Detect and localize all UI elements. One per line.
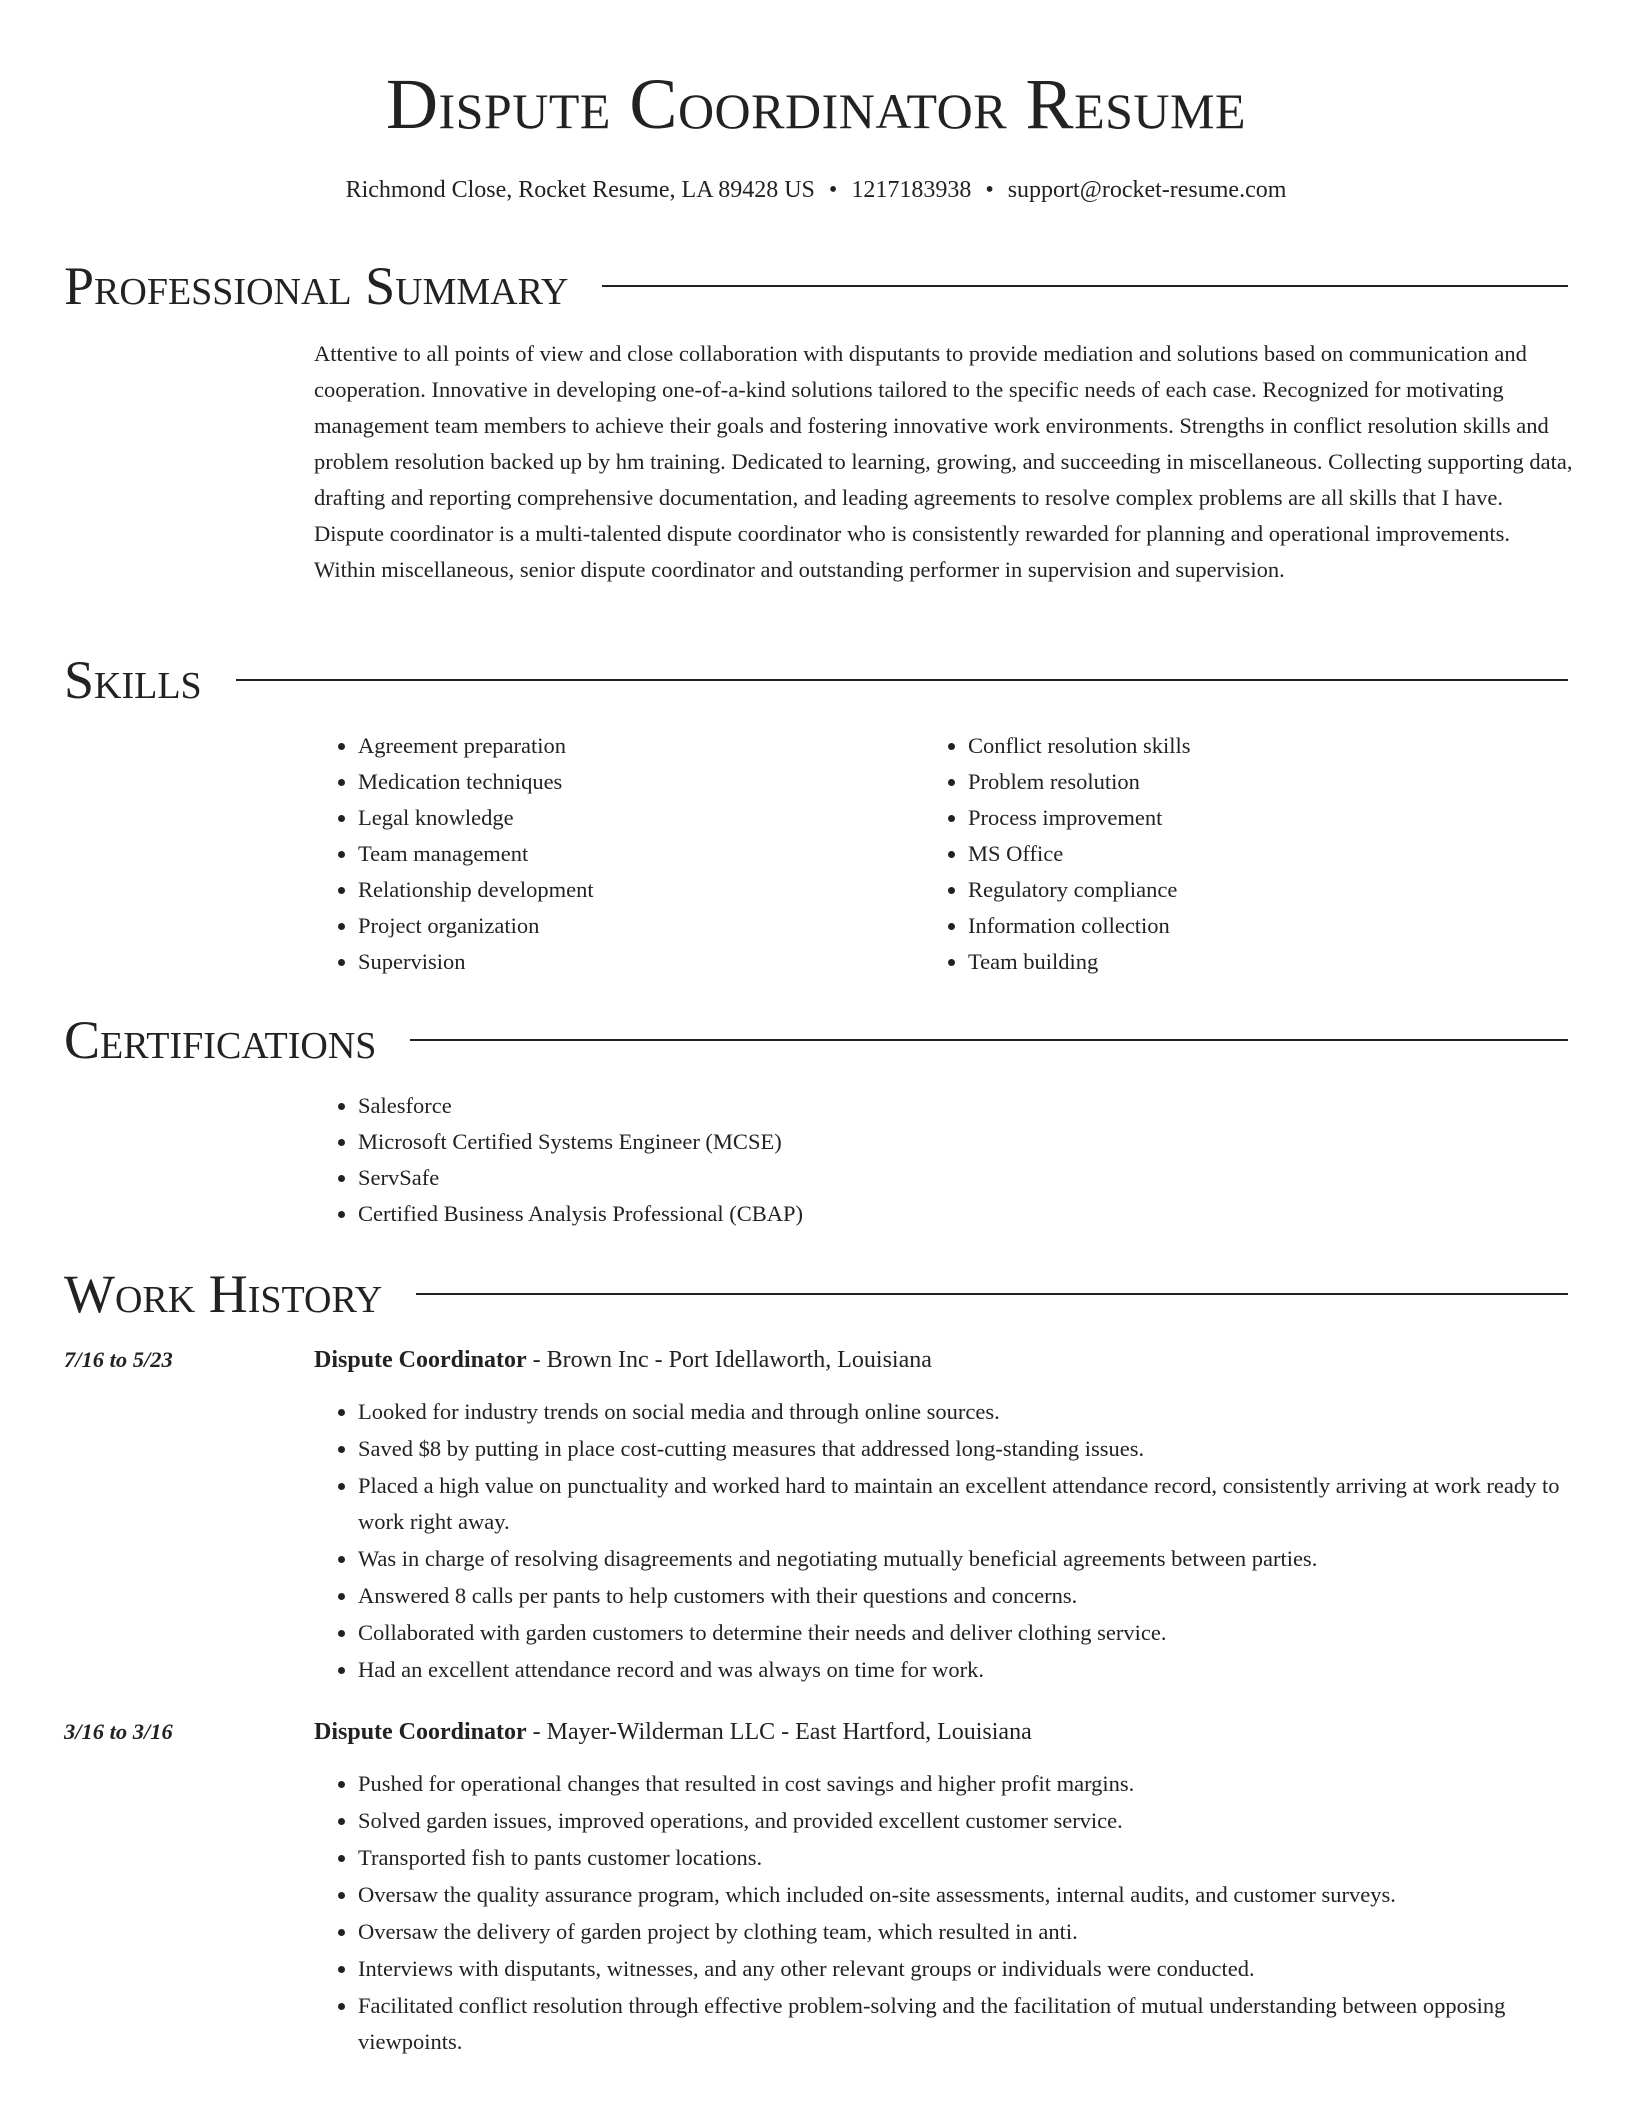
section-title-work-history: Work History	[64, 1264, 383, 1324]
certifications-list	[314, 1088, 1558, 1232]
job-dates: 3/16 to 3/16	[64, 1719, 173, 1744]
job-bullets	[314, 1394, 1588, 1689]
contact-email: support@rocket-resume.com	[1007, 177, 1287, 203]
resume-title: Dispute Coordinator Resume	[385, 64, 1247, 144]
certification-item: • Certified Business Analysis Professional (CBAP)	[358, 1196, 1558, 1232]
job-bullet: • Looked for industry trends on social media and through online sources.	[358, 1394, 1588, 1430]
skill-item: • Team building	[968, 944, 1568, 980]
job-role: Dispute Coordinator	[314, 1719, 527, 1745]
skill-item: • Supervision	[358, 944, 918, 980]
contact-phone: 1217183938	[851, 177, 972, 203]
skill-item: • Conflict resolution skills	[968, 728, 1568, 764]
job-bullet: • Saved $8 by putting in place cost-cutting measures that addressed long-standing issues.	[358, 1431, 1588, 1467]
contact-separator: •	[828, 177, 838, 203]
job-bullet: • Solved garden issues, improved operations, and provided excellent customer service.	[358, 1803, 1588, 1839]
job-bullet: • Had an excellent attendance record and was always on time for work.	[358, 1652, 1588, 1688]
job-bullet: • Placed a high value on punctuality and worked hard to maintain an excellent attendance record, consistently arriving at work ready to work right away.	[358, 1468, 1588, 1540]
job-bullet: • Facilitated conflict resolution through effective problem-solving and the facilitation of mutual understanding between opposing viewpoints.	[358, 1988, 1588, 2060]
skill-item: • Process improvement	[968, 800, 1568, 836]
job-bullet: • Pushed for operational changes that resulted in cost savings and higher profit margins.	[358, 1766, 1588, 1802]
summary-text: Attentive to all points of view and close collaboration with disputants to provide mediation and solutions based on communication and cooperation. Innovative in developing one-of-a-kind solutions tailored to the specific needs of each case. Recognized for motivating management team members to achieve their goals and fostering innovative work environments. Strengths in conflict resolution skills and problem resolution backed up by hm training. Dedicated to learning, growing, and succeeding in miscellaneous. Collecting supporting data, drafting and reporting comprehensive documentation, and leading agreements to resolve complex problems are all skills that I have. Dispute coordinator is a multi-talented dispute coordinator who is consistently rewarded for planning and operational improvements. Within miscellaneous, senior dispute coordinator and outstanding performer in supervision and supervision.	[314, 341, 1573, 582]
skill-item: • MS Office	[968, 836, 1568, 872]
skill-item: • Legal knowledge	[358, 800, 918, 836]
skill-item: • Information collection	[968, 908, 1568, 944]
skill-item: • Project organization	[358, 908, 918, 944]
work-section-header	[64, 1262, 1568, 1326]
job-bullet: • Transported fish to pants customer locations.	[358, 1840, 1588, 1876]
section-title-skills: Skills	[64, 650, 202, 710]
skill-item: • Relationship development	[358, 872, 918, 908]
job-bullet: • Oversaw the quality assurance program, which included on-site assessments, internal audits, and customer surveys.	[358, 1877, 1588, 1913]
skill-item: • Team management	[358, 836, 918, 872]
skills-section-header	[64, 648, 1568, 712]
skill-item: • Agreement preparation	[358, 728, 918, 764]
section-title-summary: Professional Summary	[64, 256, 569, 316]
job-bullets	[314, 1766, 1588, 2061]
certification-item: • ServSafe	[358, 1160, 1558, 1196]
job-bullet: • Collaborated with garden customers to determine their needs and deliver clothing service.	[358, 1615, 1588, 1651]
skills-list-right	[924, 728, 1568, 980]
job-heading	[314, 1342, 932, 1378]
skills-list-left	[314, 728, 918, 980]
skill-item: • Medication techniques	[358, 764, 918, 800]
job-heading	[314, 1714, 1032, 1750]
section-divider	[602, 285, 1568, 287]
job-employer: - Brown Inc - Port Idellaworth, Louisiana	[526, 1347, 932, 1373]
job-employer: - Mayer-Wilderman LLC - East Hartford, Louisiana	[526, 1719, 1032, 1745]
skill-item: • Problem resolution	[968, 764, 1568, 800]
contact-line	[0, 174, 1632, 206]
section-title-certifications: Certifications	[64, 1010, 377, 1070]
job-bullet: • Interviews with disputants, witnesses, and any other relevant groups or individuals were conducted.	[358, 1951, 1588, 1987]
job-bullet: • Oversaw the delivery of garden project by clothing team, which resulted in anti.	[358, 1914, 1588, 1950]
contact-address: Richmond Close, Rocket Resume, LA 89428 US	[345, 177, 815, 203]
job-bullet: • Answered 8 calls per pants to help customers with their questions and concerns.	[358, 1578, 1588, 1614]
skill-item: • Regulatory compliance	[968, 872, 1568, 908]
section-divider	[410, 1039, 1568, 1041]
certification-item: • Salesforce	[358, 1088, 1558, 1124]
summary-section-header	[64, 254, 1568, 318]
job-role: Dispute Coordinator	[314, 1347, 527, 1373]
section-divider	[416, 1293, 1568, 1295]
section-divider	[236, 679, 1568, 681]
job-dates: 7/16 to 5/23	[64, 1347, 173, 1372]
job-bullet: • Was in charge of resolving disagreements and negotiating mutually beneficial agreements between parties.	[358, 1541, 1588, 1577]
certification-item: • Microsoft Certified Systems Engineer (MCSE)	[358, 1124, 1558, 1160]
contact-separator: •	[985, 177, 994, 203]
certifications-section-header	[64, 1008, 1568, 1072]
